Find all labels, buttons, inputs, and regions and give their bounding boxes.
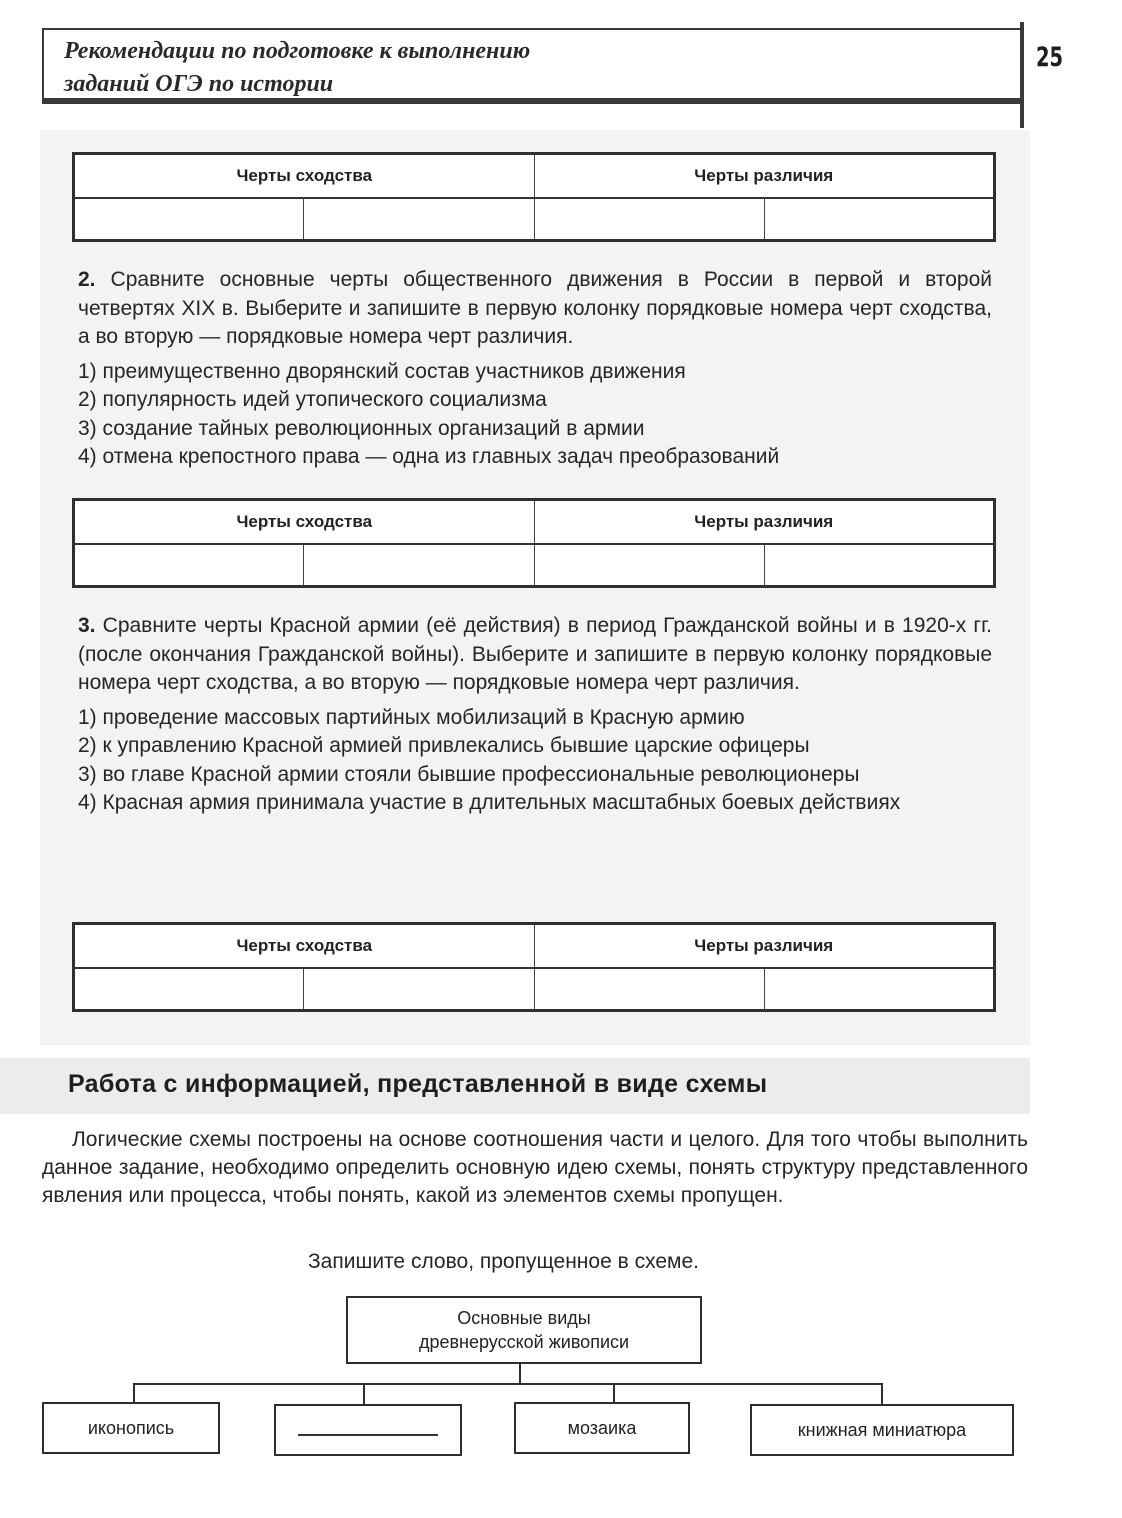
option-item: 1) проведение массовых партийных мобилизаций в Красную армию <box>78 705 745 729</box>
scheme-instruction: Запишите слово, пропущенное в схеме. <box>308 1250 699 1273</box>
column-differences: Черты различия <box>534 500 995 545</box>
section-title: Работа с информацией, представленной в виде схемы <box>68 1070 768 1098</box>
scheme-root-line2: древнерусской живописи <box>418 1332 630 1352</box>
option-item: 2) популярность идей утопического социализма <box>78 388 547 411</box>
scheme-connector <box>519 1364 521 1384</box>
option-item: 1) преимущественно дворянский состав участников движения <box>78 359 686 383</box>
answer-cell[interactable] <box>764 198 994 241</box>
task-2-text: Сравните основные черты общественного движения в России в первой и второй четвертях XIX в. Выберите и запишите в первую колонку порядковые номера черт сходства, а во вторую — порядковые номера черт различия. <box>78 268 992 348</box>
scheme-leaf-label: мозаика <box>567 1418 637 1438</box>
page-number: 25 <box>1036 42 1064 73</box>
header-side-rule <box>1020 22 1024 128</box>
option-item: 3) во главе Красной армии стояли бывшие профессиональные революционеры <box>78 762 860 786</box>
scheme-connector <box>613 1383 615 1404</box>
answer-table-1 <box>72 152 996 242</box>
answer-table-2 <box>72 498 996 588</box>
header-title-line1: Рекомендации по подготовке к выполнению <box>64 38 531 64</box>
scheme-leaf-label: книжная миниатюра <box>797 1420 967 1440</box>
answer-cell[interactable] <box>534 544 764 587</box>
scheme-root-box <box>346 1296 702 1364</box>
answer-table-3 <box>72 922 996 1012</box>
answer-cell[interactable] <box>534 198 764 241</box>
answer-blank[interactable] <box>298 1434 438 1436</box>
option-item: 4) Красная армия принимала участие в длительных масштабных боевых действиях <box>78 791 901 814</box>
task-2-options <box>78 358 992 472</box>
column-differences: Черты различия <box>534 154 995 199</box>
answer-cell[interactable] <box>74 968 304 1011</box>
scheme-connector <box>133 1383 135 1404</box>
column-similarities: Черты сходства <box>74 924 535 969</box>
scheme-leaf-box <box>514 1402 690 1454</box>
option-item: 4) отмена крепостного права — одна из главных задач преобразований <box>78 445 780 468</box>
answer-cell[interactable] <box>534 968 764 1011</box>
column-similarities: Черты сходства <box>74 500 535 545</box>
answer-cell[interactable] <box>304 198 534 241</box>
answer-cell[interactable] <box>74 544 304 587</box>
scheme-leaf-label: иконопись <box>87 1418 175 1438</box>
scheme-root-line1: Основные виды <box>457 1308 591 1328</box>
column-differences: Черты различия <box>534 924 995 969</box>
scheme-connector <box>881 1383 883 1404</box>
task-2-statement <box>78 266 992 352</box>
task-3 <box>78 612 992 818</box>
option-item: 3) создание тайных революционных организаций в армии <box>78 416 645 440</box>
option-item: 2) к управлению Красной армией привлекались бывшие царские офицеры <box>78 734 810 757</box>
answer-cell[interactable] <box>304 544 534 587</box>
task-3-number: 3. <box>78 614 96 637</box>
task-3-statement <box>78 612 992 698</box>
task-3-options <box>78 704 992 818</box>
task-2 <box>78 266 992 472</box>
scheme-connector <box>133 1383 883 1385</box>
answer-cell[interactable] <box>764 544 994 587</box>
answer-cell[interactable] <box>764 968 994 1011</box>
scheme-leaf-box <box>750 1404 1014 1456</box>
answer-cell[interactable] <box>304 968 534 1011</box>
task-2-number: 2. <box>78 268 96 291</box>
scheme-leaf-box <box>42 1402 220 1454</box>
scheme-missing-box[interactable] <box>274 1404 462 1456</box>
task-3-text: Сравните черты Красной армии (её действия) в период Гражданской войны и в 1920-х гг. (после окончания Гражданской войны). Выберите и запишите в первую колонку порядковые номера черт сходства, а во вторую — порядковые номера черт различия. <box>78 614 992 694</box>
scheme-connector <box>363 1383 365 1404</box>
column-similarities: Черты сходства <box>74 154 535 199</box>
header-title-line2: заданий ОГЭ по истории <box>64 71 334 97</box>
answer-cell[interactable] <box>74 198 304 241</box>
running-header <box>64 35 964 101</box>
section-intro: Логические схемы построены на основе соотношения части и целого. Для того чтобы выполнить данное задание, необходимо определить основную идею схемы, понять структуру представленного явления или процесса, чтобы понять, какой из элементов схемы пропущен. <box>42 1128 1028 1207</box>
